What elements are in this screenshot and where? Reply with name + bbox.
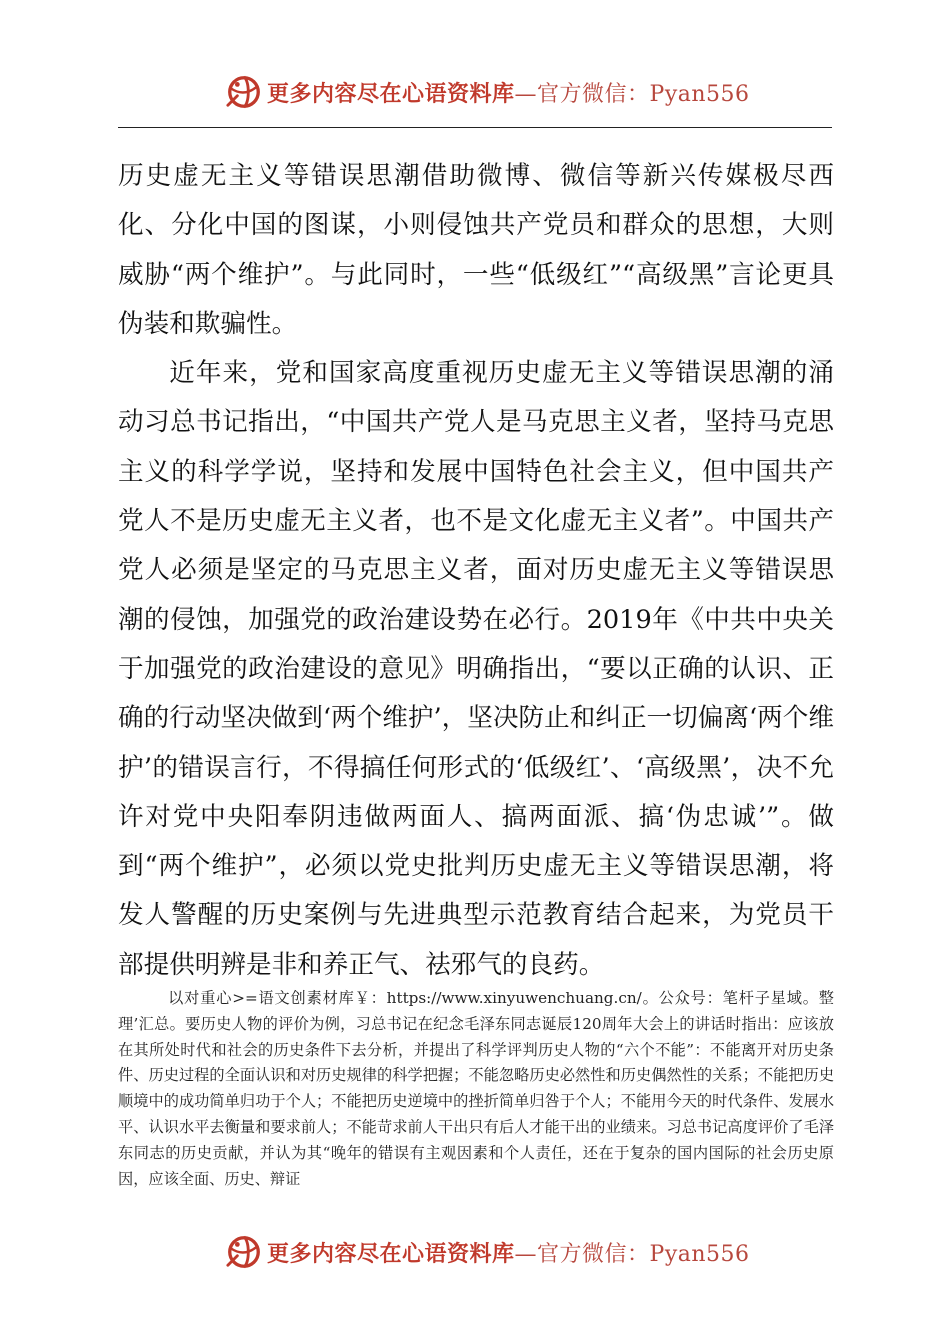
body-paragraph-2: 近年来，党和国家高度重视历史虚无主义等错误思潮的涌动习总书记指出，“中国共产党人是马克思主义者，坚持马克思主义的科学学说，坚持和发展中国特色社会主义，但中国共产党人不是历史虚无主义者，也不是文化虚无主义者”。中国共产党人必须是坚定的马克思主义者，面对历史虚无主义等错误思潮的侵蚀，加强党的政治建设势在必行。2019年《中共中央关于加强党的政治建设的意见》明确指出，“要以正确的认识、正确的行动坚决做到‘两个维护’，坚决防止和纠正一切偏离‘两个维护’的错误言行，不得搞任何形式的‘低级红’、‘高级黑’，决不允许对党中央阳奉阴违做两面人、搞两面派、搞‘伪忠诚’”。做到“两个维护”，必须以党史批判历史虚无主义等错误思潮，将发人警醒的历史案例与先进典型示范教育结合起来，为党员干部提供明辨是非和养正气、祛邪气的良药。 bbox=[118, 358, 834, 980]
body-text bbox=[118, 152, 834, 990]
footer-contact-text: —官方微信：Pyan556 bbox=[514, 1241, 750, 1267]
header-divider bbox=[118, 127, 832, 128]
body-paragraph-1: 历史虚无主义等错误思潮借助微博、微信等新兴传媒极尽西化、分化中国的图谋，小则侵蚀共产党员和群众的思想，大则威胁“两个维护”。与此同时，一些“低级红”“高级黑”言论更具伪装和欺骗性。 bbox=[118, 161, 834, 339]
small-print-paragraph: 以对重心>=语文创素材库￥：https://www.xinyuwenchuang.cn/。公众号：笔杆子星域。整理’汇总。要历史人物的评价为例，习总书记在纪念毛泽东同志诞辰120周年大会上的讲话时指出：应该放在其所处时代和社会的历史条件下去分析，并提出了科学评判历史人物的“六个不能”：不能离开对历史条件、历史过程的全面认识和对历史规律的科学把握；不能忽略历史必然性和历史偶然性的关系；不能把历史顺境中的成功简单归功于个人；不能把历史逆境中的挫折简单归咎于个人；不能用今天的时代条件、发展水平、认识水平去衡量和要求前人；不能苛求前人干出只有后人才能干出的业绩来。习总书记高度评价了毛泽东同志的历史贡献，并认为其“晚年的错误有主观因素和个人责任，还在于复杂的国内国际的社会历史原因，应该全面、历史、辩证 bbox=[118, 989, 834, 1188]
header-banner[interactable] bbox=[225, 72, 750, 112]
brand-logo-icon bbox=[225, 73, 263, 111]
header-brand-text: 更多内容尽在心语资料库 bbox=[267, 80, 515, 107]
footer-banner-text bbox=[267, 1237, 750, 1268]
small-print-block bbox=[118, 986, 834, 1192]
brand-logo-icon bbox=[225, 1233, 263, 1271]
header-contact-text: —官方微信：Pyan556 bbox=[514, 81, 750, 107]
footer-banner[interactable] bbox=[225, 1232, 750, 1272]
footer-brand-text: 更多内容尽在心语资料库 bbox=[267, 1240, 515, 1267]
header-banner-text bbox=[267, 77, 750, 108]
